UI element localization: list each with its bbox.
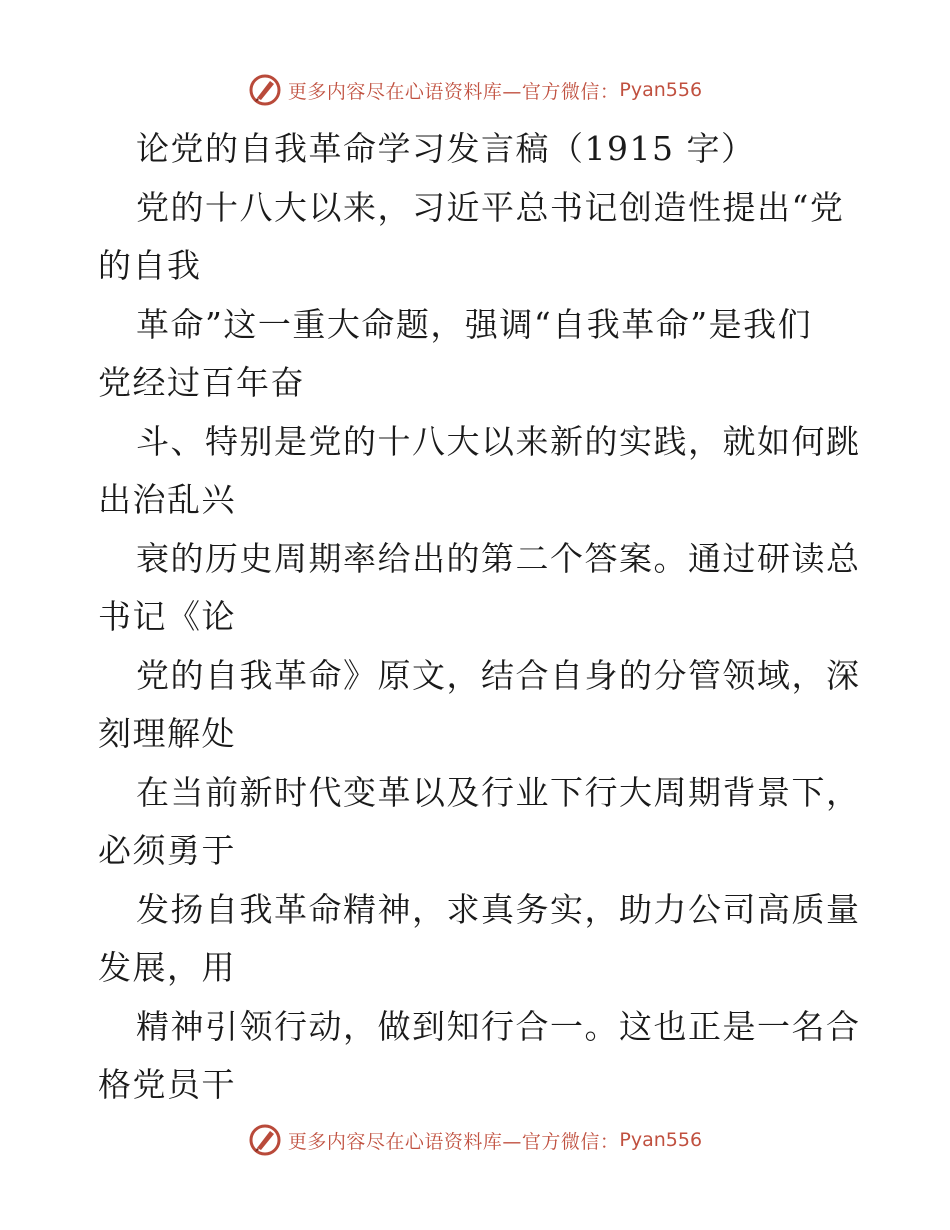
paragraph-line: 的自我 bbox=[98, 246, 202, 285]
document-title: 论党的自我革命学习发言稿（1915 字） bbox=[136, 129, 756, 168]
paragraph-line: 革命”这一重大命题，强调“自我革命”是我们 bbox=[136, 304, 813, 344]
paragraph-line: 发展，用 bbox=[98, 948, 236, 987]
paragraph-line: 党经过百年奋 bbox=[98, 363, 305, 402]
paragraph-line: 发扬自我革命精神，求真务实，助力公司高质量 bbox=[136, 889, 861, 929]
paragraph-line: 党的十八大以来，习近平总书记创造性提出“党 bbox=[136, 187, 845, 227]
paragraph-line: 刻理解处 bbox=[98, 714, 236, 753]
paragraph-line: 衰的历史周期率给出的第二个答案。通过研读总 bbox=[136, 538, 861, 578]
footer-watermark-banner bbox=[0, 1120, 950, 1160]
header-banner-text: 更多内容尽在心语资料库—官方微信： bbox=[287, 80, 620, 103]
paragraph-line: 在当前新时代变革以及行业下行大周期背景下， bbox=[136, 772, 861, 812]
paragraph-line: 党的自我革命》原文，结合自身的分管领域，深 bbox=[136, 655, 861, 695]
document-body bbox=[98, 120, 861, 1115]
quill-logo-icon bbox=[248, 73, 282, 107]
paragraph-line: 精神引领行动，做到知行合一。这也正是一名合 bbox=[136, 1006, 861, 1046]
footer-banner-contact: Pyan556 bbox=[619, 1129, 703, 1151]
header-banner-contact: Pyan556 bbox=[619, 79, 703, 101]
paragraph-line: 出治乱兴 bbox=[98, 480, 236, 519]
paragraph-line: 必须勇于 bbox=[98, 831, 236, 870]
paragraph-line: 斗、特别是党的十八大以来新的实践，就如何跳 bbox=[136, 421, 861, 461]
quill-logo-icon bbox=[248, 1123, 282, 1157]
paragraph-line: 格党员干 bbox=[98, 1065, 236, 1104]
footer-banner-text: 更多内容尽在心语资料库—官方微信： bbox=[287, 1130, 620, 1153]
paragraph-line: 书记《论 bbox=[98, 597, 236, 636]
header-watermark-banner bbox=[0, 70, 950, 110]
